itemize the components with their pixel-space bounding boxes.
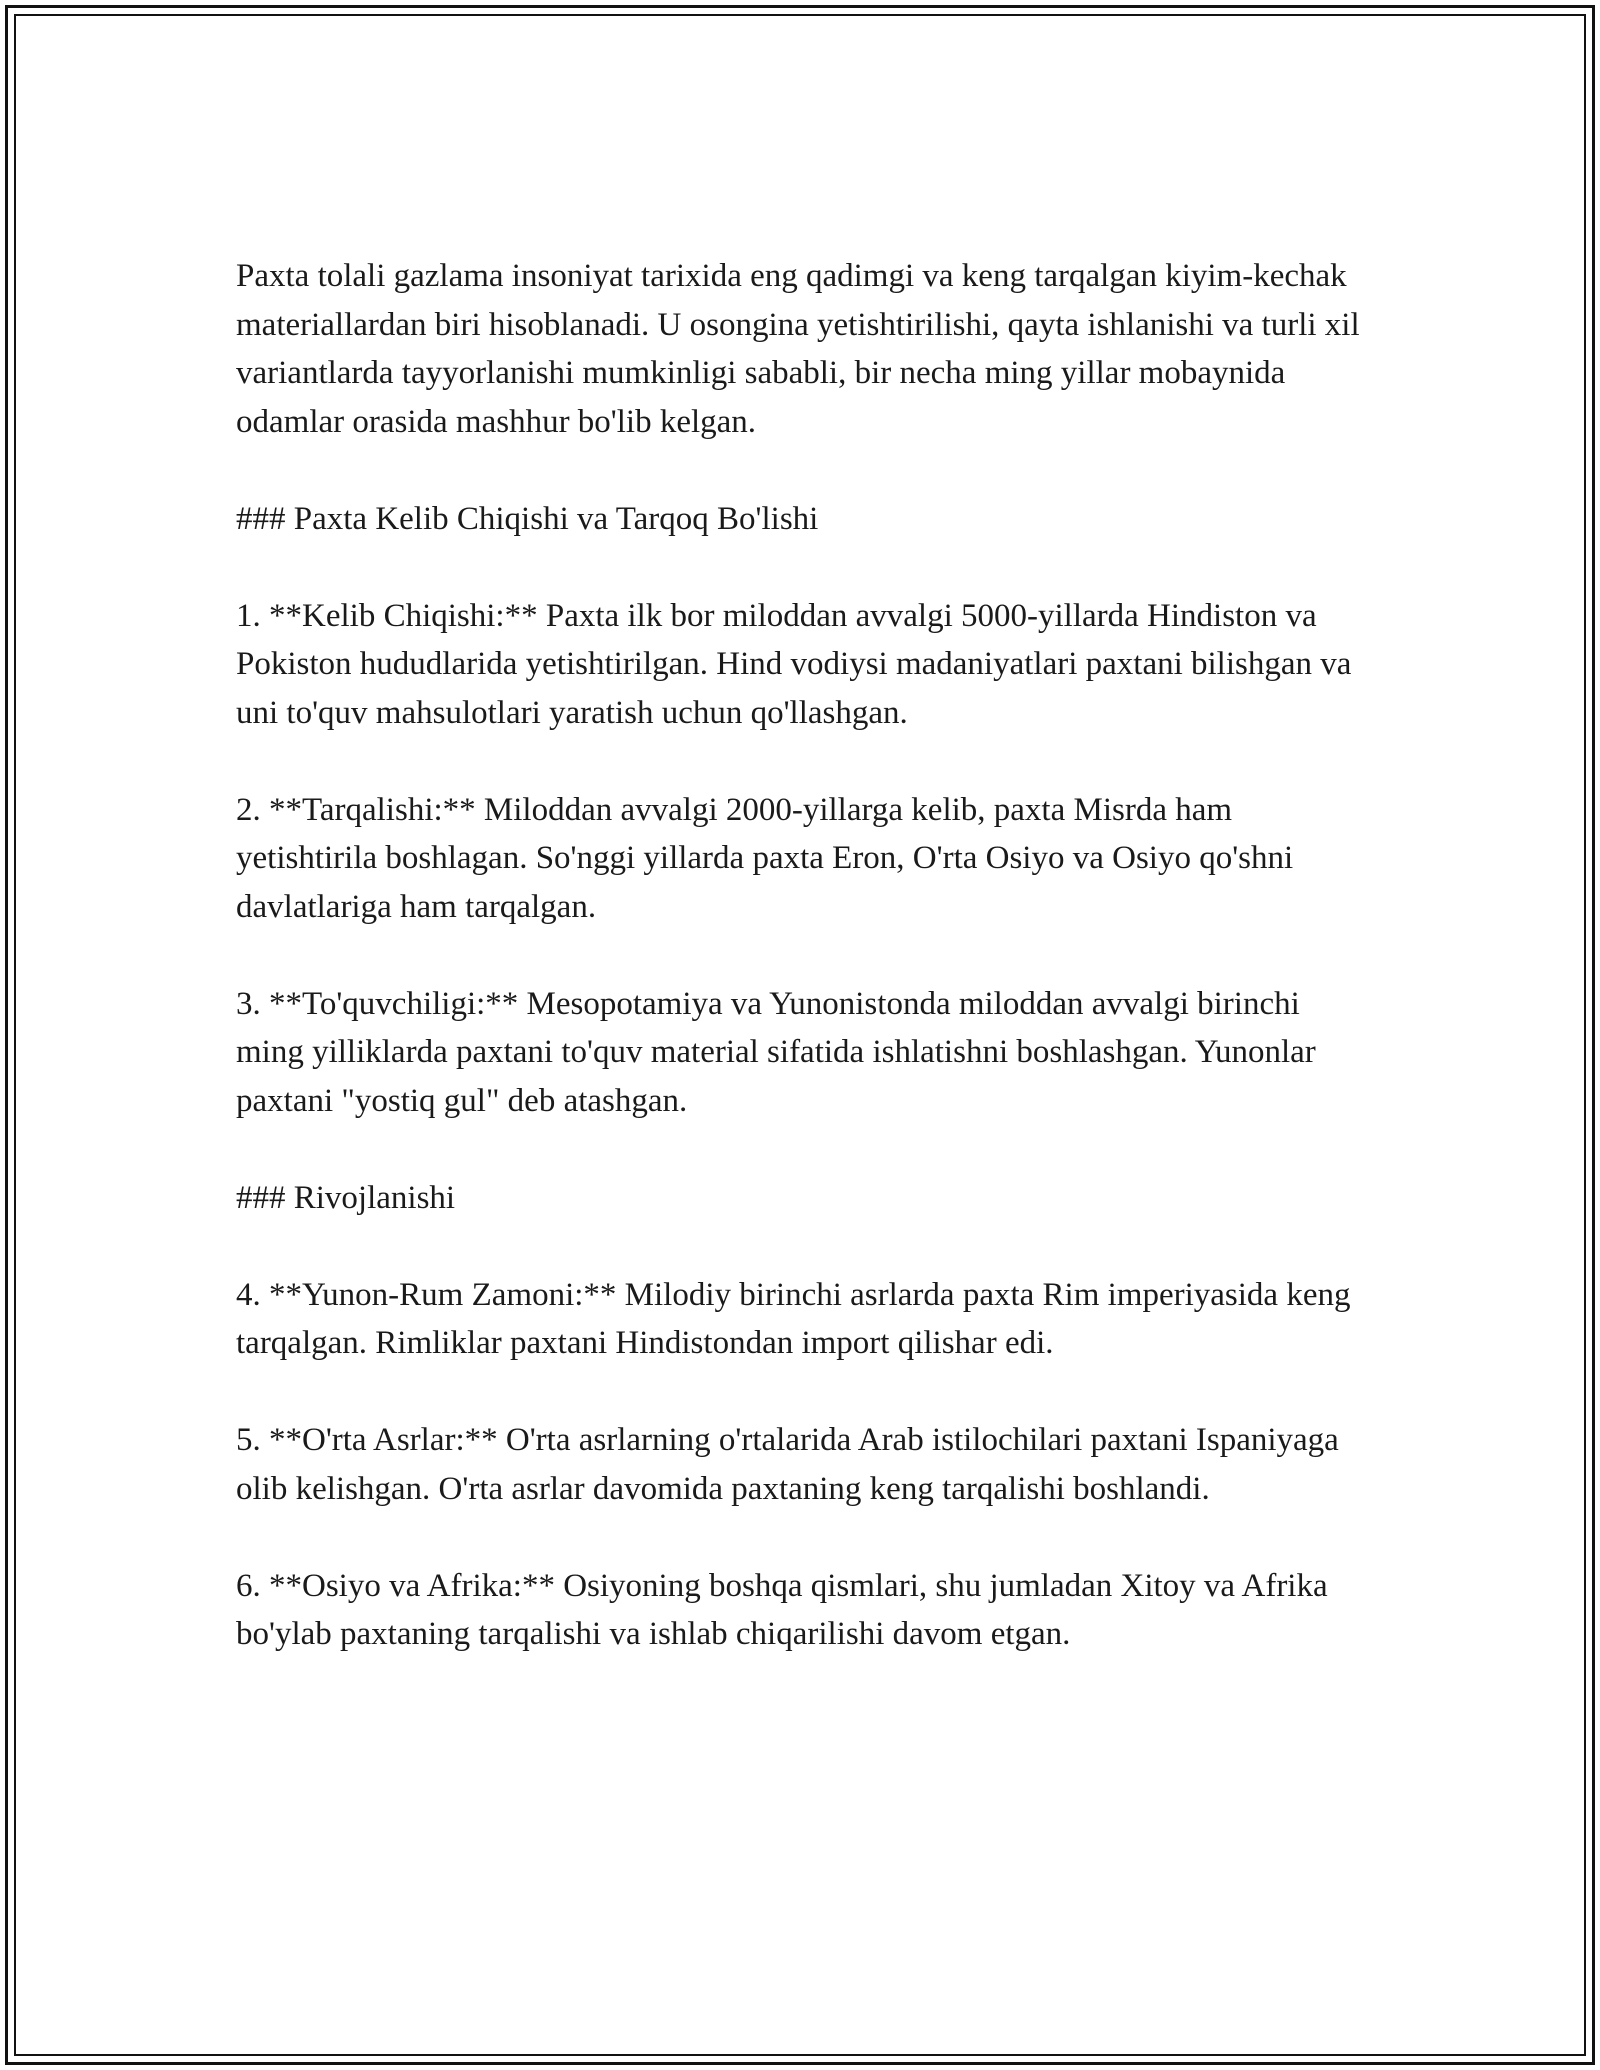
list-item-6: 6. **Osiyo va Afrika:** Osiyoning boshqa qismlari, shu jumladan Xitoy va Afrika bo'ylab paxtaning tarqalishi va ishlab chiqarilishi davom etgan. bbox=[236, 1567, 1328, 1652]
list-item-2: 2. **Tarqalishi:** Miloddan avvalgi 2000-yillarga kelib, paxta Misrda ham yetishtirila boshlagan. So'nggi yillarda paxta Eron, O'rta Osiyo va Osiyo qo'shni davlatlariga ham tarqalgan. bbox=[236, 791, 1294, 925]
document-body bbox=[236, 252, 1366, 1707]
list-item-5: 5. **O'rta Asrlar:** O'rta asrlarning o'rtalarida Arab istilochilari paxtani Ispaniyaga olib kelishgan. O'rta asrlar davomida paxtaning keng tarqalishi boshlandi. bbox=[236, 1422, 1339, 1507]
list-item-4: 4. **Yunon-Rum Zamoni:** Milodiy birinchi asrlarda paxta Rim imperiyasida keng tarqalgan. Rimliklar paxtani Hindistondan import qilishar edi. bbox=[236, 1276, 1351, 1361]
list-item-1: 1. **Kelib Chiqishi:** Paxta ilk bor miloddan avvalgi 5000-yillarda Hindiston va Pokiston hududlarida yetishtirilgan. Hind vodiysi madaniyatlari paxtani bilishgan va uni to'quv mahsulotlari yaratish uchun qo'llashgan. bbox=[236, 597, 1352, 731]
section-heading-origin: ### Paxta Kelib Chiqishi va Tarqoq Bo'lishi bbox=[236, 500, 819, 537]
intro-paragraph: Paxta tolali gazlama insoniyat tarixida eng qadimgi va keng tarqalgan kiyim-kechak materiallardan biri hisoblanadi. U osongina yetishtirilishi, qayta ishlanishi va turli xil variantlarda tayyorlanishi mumkinligi sababli, bir necha ming yillar mobaynida odamlar orasida mashhur bo'lib kelgan. bbox=[236, 258, 1360, 440]
section-heading-development: ### Rivojlanishi bbox=[236, 1179, 456, 1216]
list-item-3: 3. **To'quvchiligi:** Mesopotamiya va Yunonistonda miloddan avvalgi birinchi ming yilliklarda paxtani to'quv material sifatida ishlatishni boshlashgan. Yunonlar paxtani "yostiq gul" deb atashgan. bbox=[236, 985, 1316, 1119]
